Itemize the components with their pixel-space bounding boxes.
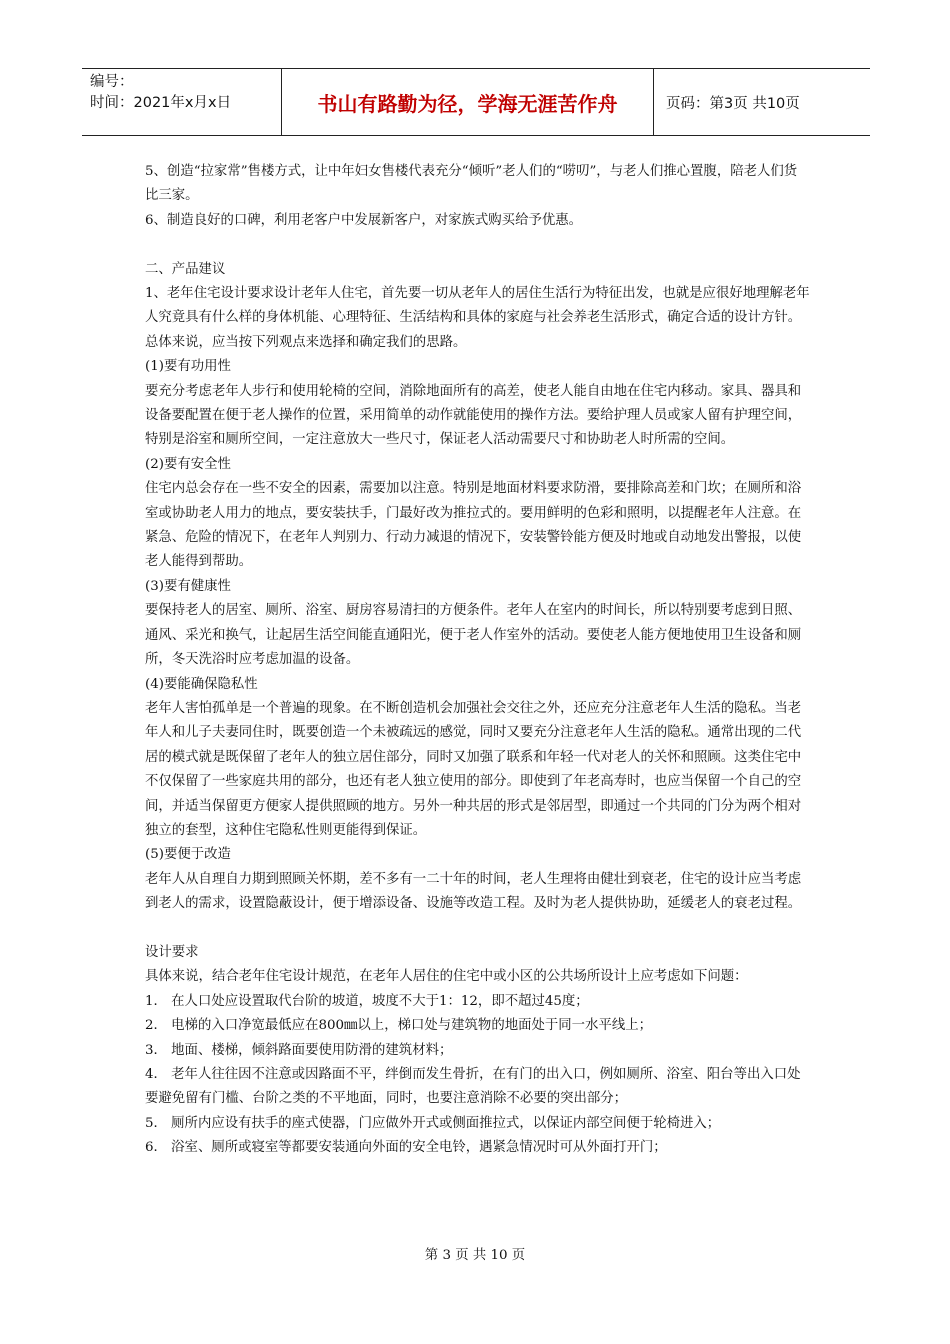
number-label: 编号： (90, 74, 134, 90)
subheading: (3)要有健康性 (145, 578, 231, 594)
page-header (82, 68, 870, 136)
paragraph: 老年人从自理自力期到照顾关怀期，差不多有一二十年的时间，老人生理将由健壮到衰老，住宅的设计应当考虑到老人的需求，设置隐蔽设计，便于增添设备、设施等改造工程。及时为老人提供协助，延缓老人的衰老过程。 (145, 871, 802, 912)
paragraph: 具体来说，结合老年住宅设计规范，在老年人居住的住宅中或小区的公共场所设计上应考虑如下问题： (145, 969, 748, 985)
footer-page-number: 第 3 页 共 10 页 (424, 1248, 526, 1263)
subheading: (2)要有安全性 (145, 456, 231, 472)
page-footer (0, 1244, 950, 1263)
header-meta (82, 69, 282, 135)
subheading: (5)要便于改造 (145, 847, 231, 863)
section-heading: 二、产品建议 (145, 261, 226, 277)
section-heading: 设计要求 (145, 944, 199, 960)
paragraph: 要充分考虑老年人步行和使用轮椅的空间，消除地面所有的高差，使老人能自由地在住宅内移动。家具、器具和设备要配置在便于老人操作的位置，采用简单的动作就能使用的操作方法。要给护理人员或家人留有护理空间，特别是浴室和厕所空间，一定注意放大一些尺寸，保证老人活动需要尺寸和协助老人时所需的空间。 (145, 383, 802, 448)
header-motto: 书山有路勤为径，学海无涯苦作舟 (282, 69, 654, 135)
list-item: 5． 厕所内应设有扶手的座式使器，门应做外开式或侧面推拉式，以保证内部空间便于轮椅进入； (145, 1115, 721, 1131)
header-page-label: 页码：第3页 共10页 (666, 95, 800, 112)
document-body (145, 160, 810, 1161)
paragraph: 住宅内总会存在一些不安全的因素，需要加以注意。特别是地面材料要求防滑，要排除高差和门坎；在厕所和浴室或协助老人用力的地点，要安装扶手，门最好改为推拉式的。要用鲜明的色彩和照明，以提醒老年人注意。在紧急、危险的情况下，在老年人判别力、行动力减退的情况下，安装警铃能方便及时地或自动地发出警报，以使老人能得到帮助。 (145, 481, 802, 570)
paragraph: 5、创造“拉家常”售楼方式，让中年妇女售楼代表充分“倾听”老人们的“唠叨”，与老人们推心置腹，陪老人们货比三家。 (145, 164, 798, 204)
blank-line (145, 233, 810, 257)
subheading: (1)要有功用性 (145, 359, 231, 375)
list-item: 6． 浴室、厕所或寝室等都要安装通向外面的安全电铃，遇紧急情况时可从外面打开门； (145, 1140, 667, 1156)
paragraph: 6、制造良好的口碑，利用老客户中发展新客户，对家族式购买给予优惠。 (145, 212, 583, 228)
list-item: 2． 电梯的入口净宽最低应在800㎜以上，梯口处与建筑物的地面处于同一水平线上； (145, 1018, 653, 1034)
time-label: 时间：2021年x月x日 (90, 95, 232, 111)
paragraph: 1、老年住宅设计要求设计老年人住宅，首先要一切从老年人的居住生活行为特征出发，也就是应很好地理解老年人究竟具有什么样的身体机能、心理特征、生活结构和具体的家庭与社会养老生活形式，确定合适的设计方针。总体来说，应当按下列观点来选择和确定我们的思路。 (145, 286, 810, 350)
paragraph: 老年人害怕孤单是一个普遍的现象。在不断创造机会加强社会交往之外，还应充分注意老年人生活的隐私。当老年人和儿子夫妻同住时，既要创造一个未被疏远的感觉，同时又要充分注意老年人生活的隐私。通常出现的二代居的模式就是既保留了老年人的独立居住部分，同时又加强了联系和年轻一代对老人的关怀和照顾。这类住宅中不仅保留了一些家庭共用的部分，也还有老人独立使用的部分。即使到了年老高寿时，也应当保留一个自己的空间，并适当保留更方便家人提供照顾的地方。另外一种共居的形式是邻居型，即通过一个共同的门分为两个相对独立的套型，这种住宅隐私性则更能得到保证。 (145, 700, 802, 838)
paragraph: 要保持老人的居室、厕所、浴室、厨房容易清扫的方便条件。老年人在室内的时间长，所以特别要考虑到日照、通风、采光和换气，让起居生活空间能直通阳光，便于老人作室外的活动。要使老人能方便地使用卫生设备和厕所，冬天洗浴时应考虑加温的设备。 (145, 603, 802, 668)
list-item: 4． 老年人往往因不注意或因路面不平，绊倒而发生骨折，在有门的出入口，例如厕所、浴室、阳台等出入口处要避免留有门槛、台阶之类的不平地面，同时，也要注意消除不必要的突出部分； (145, 1067, 801, 1107)
list-item: 3． 地面、楼梯，倾斜路面要使用防滑的建筑材料； (145, 1042, 453, 1058)
list-item: 1． 在人口处应设置取代台阶的坡道，坡度不大于1：12，即不超过45度； (145, 993, 589, 1009)
blank-line (145, 917, 810, 941)
subheading: (4)要能确保隐私性 (145, 676, 258, 692)
